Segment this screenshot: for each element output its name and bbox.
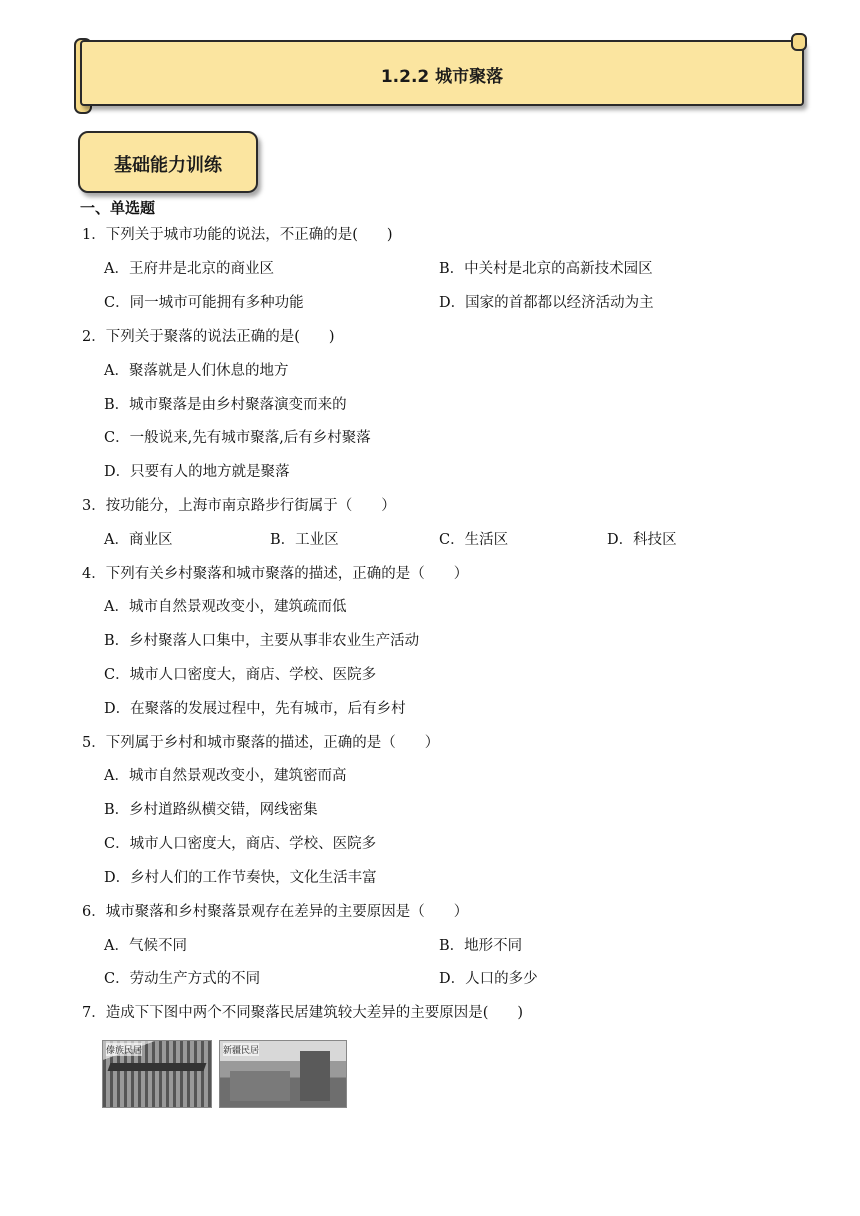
question-stem: 2．下列关于聚落的说法正确的是( ) <box>82 329 335 345</box>
option: B．乡村道路纵横交错，网线密集 <box>104 802 318 818</box>
question-stem: 6．城市聚落和乡村聚落景观存在差异的主要原因是（ ） <box>82 904 469 920</box>
option: B．工业区 <box>270 532 339 548</box>
xinjiang-dwelling-photo <box>219 1040 347 1108</box>
option: C．一般说来,先有城市聚落,后有乡村聚落 <box>104 430 371 446</box>
question-stem: 5．下列属于乡村和城市聚落的描述，正确的是（ ） <box>82 735 440 751</box>
option: B．中关村是北京的高新技术园区 <box>439 261 653 277</box>
option: D．国家的首都都以经济活动为主 <box>439 295 654 311</box>
option: A．聚落就是人们休息的地方 <box>104 363 289 379</box>
roof-shape <box>108 1063 207 1071</box>
section-banner <box>78 131 258 193</box>
figure-label: 傣族民居 <box>106 1043 142 1056</box>
option: B．城市聚落是由乡村聚落演变而来的 <box>104 397 347 413</box>
option: C．劳动生产方式的不同 <box>104 971 261 987</box>
option: C．同一城市可能拥有多种功能 <box>104 295 304 311</box>
question-stem: 1．下列关于城市功能的说法，不正确的是( ) <box>82 227 393 243</box>
option: A．城市自然景观改变小，建筑疏而低 <box>104 599 347 615</box>
option: D．只要有人的地方就是聚落 <box>104 464 290 480</box>
option: A．气候不同 <box>104 938 187 954</box>
option: B．乡村聚落人口集中，主要从事非农业生产活动 <box>104 633 420 649</box>
option: D．人口的多少 <box>439 971 538 987</box>
building-shape <box>230 1071 290 1101</box>
section-title: 基础能力训练 <box>114 155 222 176</box>
option: A．城市自然景观改变小，建筑密而高 <box>104 768 347 784</box>
option: D．在聚落的发展过程中，先有城市，后有乡村 <box>104 701 406 717</box>
option: A．王府井是北京的商业区 <box>104 261 274 277</box>
question-type-heading: 一、单选题 <box>80 199 156 217</box>
option: C．生活区 <box>439 532 509 548</box>
scroll-right-roll <box>791 33 807 51</box>
page-title: 1.2.2 城市聚落 <box>380 67 504 87</box>
option: C．城市人口密度大，商店、学校、医院多 <box>104 667 377 683</box>
option: C．城市人口密度大，商店、学校、医院多 <box>104 836 377 852</box>
option: D．科技区 <box>607 532 677 548</box>
building-shape <box>300 1051 330 1101</box>
question-stem: 7．造成下下图中两个不同聚落民居建筑较大差异的主要原因是( ) <box>82 1005 524 1021</box>
dai-dwelling-photo <box>102 1040 212 1108</box>
question-stem: 4．下列有关乡村聚落和城市聚落的描述，正确的是（ ） <box>82 566 469 582</box>
option: B．地形不同 <box>439 938 523 954</box>
title-banner <box>80 40 804 106</box>
option: A．商业区 <box>104 532 173 548</box>
question-stem: 3．按功能分，上海市南京路步行街属于（ ） <box>82 498 396 514</box>
figure-label: 新疆民居 <box>223 1043 259 1056</box>
option: D．乡村人们的工作节奏快，文化生活丰富 <box>104 870 377 886</box>
